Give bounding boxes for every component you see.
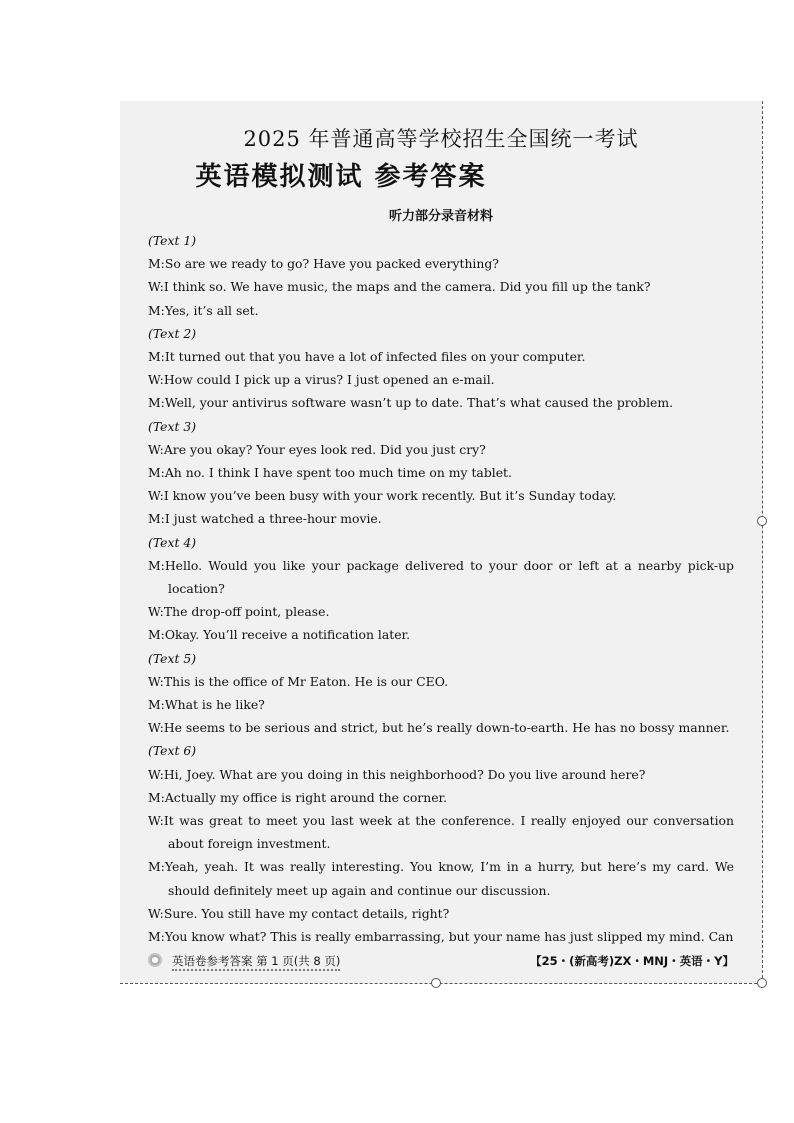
answer-key-title [120, 156, 762, 193]
exam-title: 2025 年普通高等学校招生全国统一考试 [243, 127, 639, 151]
dialogue-line: W:The drop-off point, please. [148, 604, 330, 620]
document-page [120, 101, 762, 983]
footer-circle-icon [148, 953, 162, 967]
dialogue-line: M:Hello. Would you like your package delivered to your door or left at a nearby pick-up location? [148, 557, 734, 597]
dialogue-line: M:Actually my office is right around the corner. [148, 789, 448, 805]
dialogue-line: W:Sure. You still have my contact details, right? [148, 905, 450, 921]
dialogue-line: M:It turned out that you have a lot of infected files on your computer. [148, 349, 586, 365]
resize-handle-right[interactable] [757, 516, 767, 526]
footer-code: 【25・(新高考)ZX・MNJ・英语・Y】 [530, 954, 734, 968]
footer-page-info: 英语卷参考答案 第 1 页(共 8 页) [172, 953, 340, 971]
dialogue-line: W:It was great to meet you last week at the conference. I really enjoyed our conversation about foreign investment. [148, 813, 734, 852]
resize-handle-corner[interactable] [757, 978, 767, 988]
text-label: (Text 6) [148, 743, 197, 759]
dialogue-line: M:Okay. You’ll receive a notification later. [148, 627, 411, 643]
answer-key-title-text: 英语模拟测试 参考答案 [195, 162, 487, 192]
page-border-bottom [120, 983, 762, 984]
dialogue-line: M:I just watched a three-hour movie. [148, 511, 382, 527]
section-title: 听力部分录音材料 [388, 209, 493, 224]
dialogue-line: W:I know you’ve been busy with your work recently. But it’s Sunday today. [148, 488, 617, 504]
text-label: (Text 2) [148, 325, 197, 341]
dialogue-line: W:He seems to be serious and strict, but he’s really down-to-earth. He has no bossy manner. [148, 720, 730, 736]
transcript-list [148, 229, 734, 948]
page-footer [148, 951, 734, 973]
dialogue-line: M:So are we ready to go? Have you packed everything? [148, 256, 499, 272]
resize-handle-bottom[interactable] [431, 978, 441, 988]
dialogue-line: M:What is he like? [148, 697, 265, 713]
dialogue-line: M:Well, your antivirus software wasn’t up to date. That’s what caused the problem. [148, 395, 674, 411]
dialogue-line: W:Are you okay? Your eyes look red. Did you just cry? [148, 441, 486, 457]
dialogue-line: W:This is the office of Mr Eaton. He is our CEO. [148, 673, 449, 689]
dialogue-line: M:Yeah, yeah. It was really interesting. You know, I’m in a hurry, but here’s my card. We should definitely meet up again and continue our discussion. [148, 859, 734, 898]
dialogue-line: W:I think so. We have music, the maps and the camera. Did you fill up the tank? [148, 279, 651, 295]
dialogue-line: M:Ah no. I think I have spent too much time on my tablet. [148, 465, 512, 481]
dialogue-line: M:Yes, it’s all set. [148, 302, 259, 318]
dialogue-line: W:How could I pick up a virus? I just opened an e-mail. [148, 372, 495, 388]
text-label: (Text 5) [148, 650, 197, 666]
text-label: (Text 3) [148, 418, 197, 434]
text-label: (Text 4) [148, 534, 197, 550]
text-label: (Text 1) [148, 233, 197, 248]
page-border-right [762, 101, 763, 983]
dialogue-line: M:You know what? This is really embarrassing, but your name has just slipped my mind. Can [148, 929, 734, 945]
dialogue-line: W:Hi, Joey. What are you doing in this neighborhood? Do you live around here? [148, 766, 646, 782]
